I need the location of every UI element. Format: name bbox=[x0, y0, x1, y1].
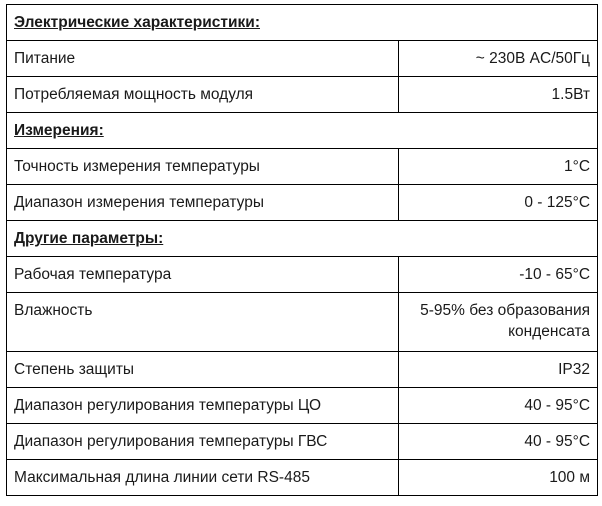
param-label: Рабочая температура bbox=[7, 257, 399, 293]
param-label: Диапазон регулирования температуры ГВС bbox=[7, 424, 399, 460]
section-title: Другие параметры: bbox=[14, 230, 164, 247]
param-value: IP32 bbox=[399, 352, 598, 388]
param-value: 1.5Вт bbox=[399, 77, 598, 113]
param-value: 40 - 95°C bbox=[399, 388, 598, 424]
param-label: Влажность bbox=[7, 293, 399, 352]
param-label: Диапазон регулирования температуры ЦО bbox=[7, 388, 399, 424]
section-title: Электрические характеристики: bbox=[14, 14, 260, 31]
table-row bbox=[7, 293, 598, 352]
table-row bbox=[7, 41, 598, 77]
param-value: 5-95% без образования конденсата bbox=[399, 293, 598, 352]
specifications-table bbox=[6, 4, 598, 496]
table-row bbox=[7, 352, 598, 388]
param-value: 0 - 125°C bbox=[399, 185, 598, 221]
param-value: 1°C bbox=[399, 149, 598, 185]
param-label: Диапазон измерения температуры bbox=[7, 185, 399, 221]
section-header-measurements bbox=[7, 113, 598, 149]
table-row bbox=[7, 77, 598, 113]
param-value: 100 м bbox=[399, 460, 598, 496]
table-row bbox=[7, 388, 598, 424]
table-row bbox=[7, 424, 598, 460]
param-label: Максимальная длина линии сети RS-485 bbox=[7, 460, 399, 496]
table-row bbox=[7, 149, 598, 185]
table-row bbox=[7, 257, 598, 293]
section-header-electrical bbox=[7, 5, 598, 41]
section-title: Измерения: bbox=[14, 122, 104, 139]
param-label: Точность измерения температуры bbox=[7, 149, 399, 185]
table-row bbox=[7, 460, 598, 496]
param-value: ~ 230В AC/50Гц bbox=[399, 41, 598, 77]
param-value: -10 - 65°C bbox=[399, 257, 598, 293]
table-row bbox=[7, 185, 598, 221]
param-label: Питание bbox=[7, 41, 399, 77]
param-label: Степень защиты bbox=[7, 352, 399, 388]
param-label: Потребляемая мощность модуля bbox=[7, 77, 399, 113]
param-value: 40 - 95°C bbox=[399, 424, 598, 460]
section-header-other bbox=[7, 221, 598, 257]
